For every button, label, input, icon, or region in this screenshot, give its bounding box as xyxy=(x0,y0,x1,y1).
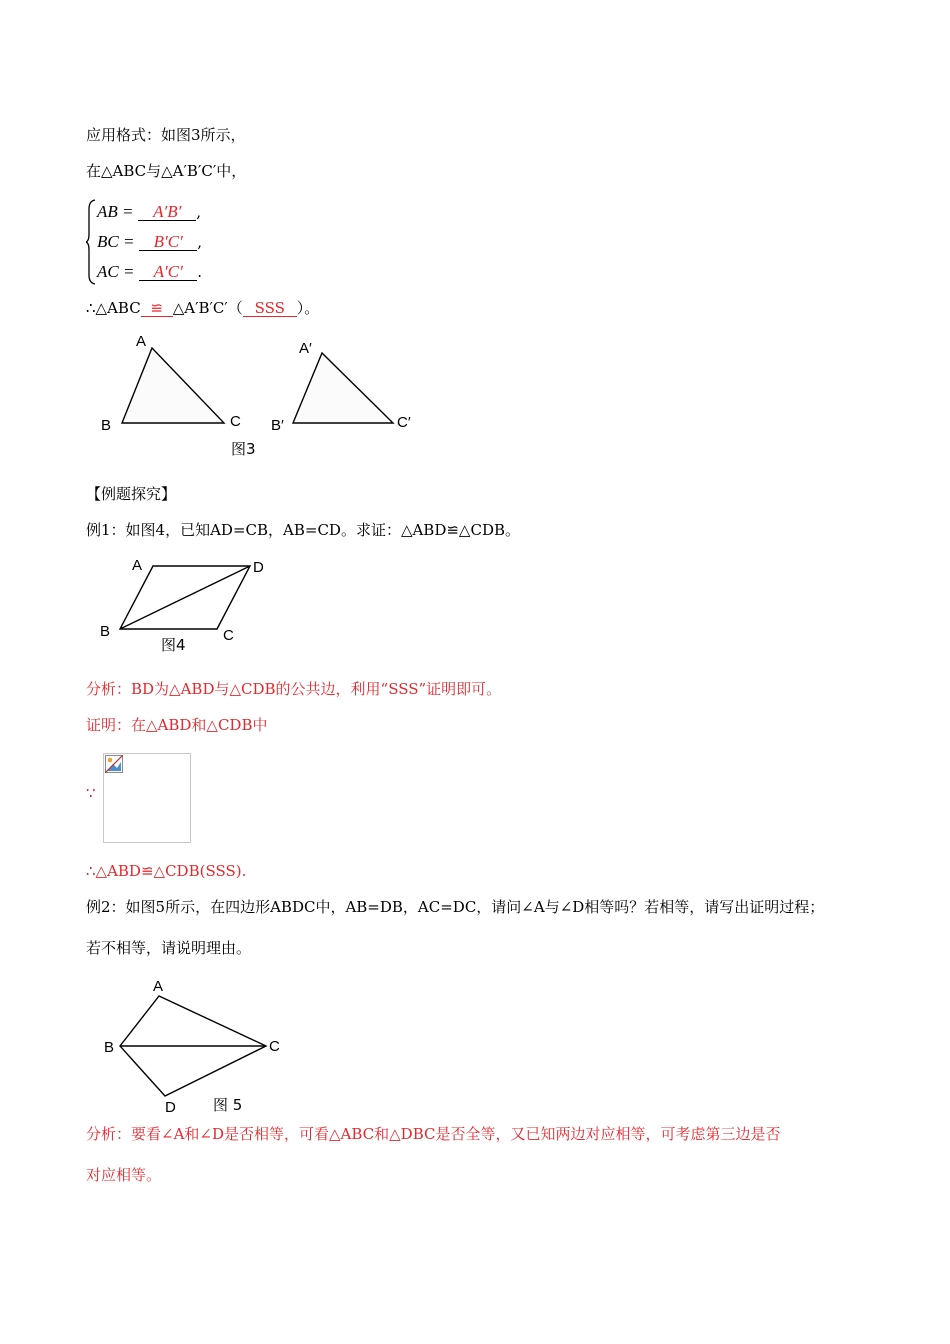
format-conclusion xyxy=(86,301,319,317)
example2-analysis-line2: 对应相等。 xyxy=(86,1166,162,1184)
example1-analysis: 分析：BD为△ABD与△CDB的公共边，利用“SSS”证明即可。 xyxy=(86,680,502,698)
format-context: 在△ABC与△A′B′C′中， xyxy=(86,162,247,180)
figure-5 xyxy=(95,972,295,1120)
answer-bc: B′C′ xyxy=(153,232,183,251)
equation-end: , xyxy=(196,203,202,221)
label-a: A xyxy=(132,557,143,574)
label-a: A xyxy=(136,333,147,350)
equation-ab xyxy=(97,203,201,221)
label-b-prime: B′ xyxy=(271,417,284,434)
diagonal-bd xyxy=(120,566,250,629)
answer-reason: SSS xyxy=(254,299,285,317)
example2-question-line1: 例2：如图5所示，在四边形ABDC中，AB=DB，AC=DC，请问∠A与∠D相等吗？若相等，请写出证明过程； xyxy=(86,898,825,916)
figure-3-caption: 图3 xyxy=(231,440,256,458)
equation-lhs: BC = xyxy=(97,232,135,251)
example2-question-line2: 若不相等，请说明理由。 xyxy=(86,939,252,957)
label-b: B xyxy=(104,1039,115,1056)
label-c: C xyxy=(223,627,234,644)
equation-bc xyxy=(97,233,202,251)
equation-end: , xyxy=(197,233,203,251)
answer-cong: ≌ xyxy=(150,299,163,317)
equation-lhs: AC = xyxy=(97,262,135,281)
figure-3 xyxy=(95,330,425,460)
answer-ab: A′B′ xyxy=(153,202,182,221)
answer-ac: A′C′ xyxy=(153,262,183,281)
conclusion-mid: △A′B′C′（ xyxy=(172,299,243,317)
label-a: A xyxy=(153,978,164,995)
label-a-prime: A′ xyxy=(299,340,312,357)
example1-question: 例1：如图4，已知AD=CB，AB=CD。求证：△ABD≌△CDB。 xyxy=(86,521,520,539)
label-d: D xyxy=(165,1099,176,1116)
label-c-prime: C′ xyxy=(397,414,411,431)
label-b: B xyxy=(100,623,111,640)
example1-therefore: ∴△ABD≌△CDB(SSS). xyxy=(86,862,247,880)
section-title: 【例题探究】 xyxy=(86,485,177,503)
example2-analysis-line1: 分析：要看∠A和∠D是否相等，可看△ABC和△DBC是否全等，又已知两边对应相等，可考虑第三边是否 xyxy=(86,1125,781,1143)
left-brace-icon xyxy=(86,199,96,285)
equation-ac xyxy=(97,263,202,281)
conclusion-suffix: ）。 xyxy=(296,299,320,317)
format-intro: 应用格式：如图3所示， xyxy=(86,126,246,144)
broken-image-placeholder xyxy=(103,753,191,843)
figure-4-caption: 图4 xyxy=(161,636,186,654)
equation-end: . xyxy=(197,263,203,281)
label-c: C xyxy=(230,413,241,430)
because-symbol: ∵ xyxy=(86,784,96,802)
label-c: C xyxy=(269,1038,280,1055)
figure-5-caption: 图 5 xyxy=(213,1096,243,1114)
label-d: D xyxy=(253,559,264,576)
example1-proof-intro: 证明：在△ABD和△CDB中 xyxy=(86,716,268,734)
triangle-abc xyxy=(122,348,224,423)
figure-4 xyxy=(95,553,285,658)
equation-lhs: AB = xyxy=(97,202,134,221)
label-b: B xyxy=(101,417,112,434)
broken-image-icon xyxy=(105,755,123,773)
conclusion-prefix: ∴△ABC xyxy=(86,299,141,317)
triangle-a2b2c2 xyxy=(293,353,393,423)
